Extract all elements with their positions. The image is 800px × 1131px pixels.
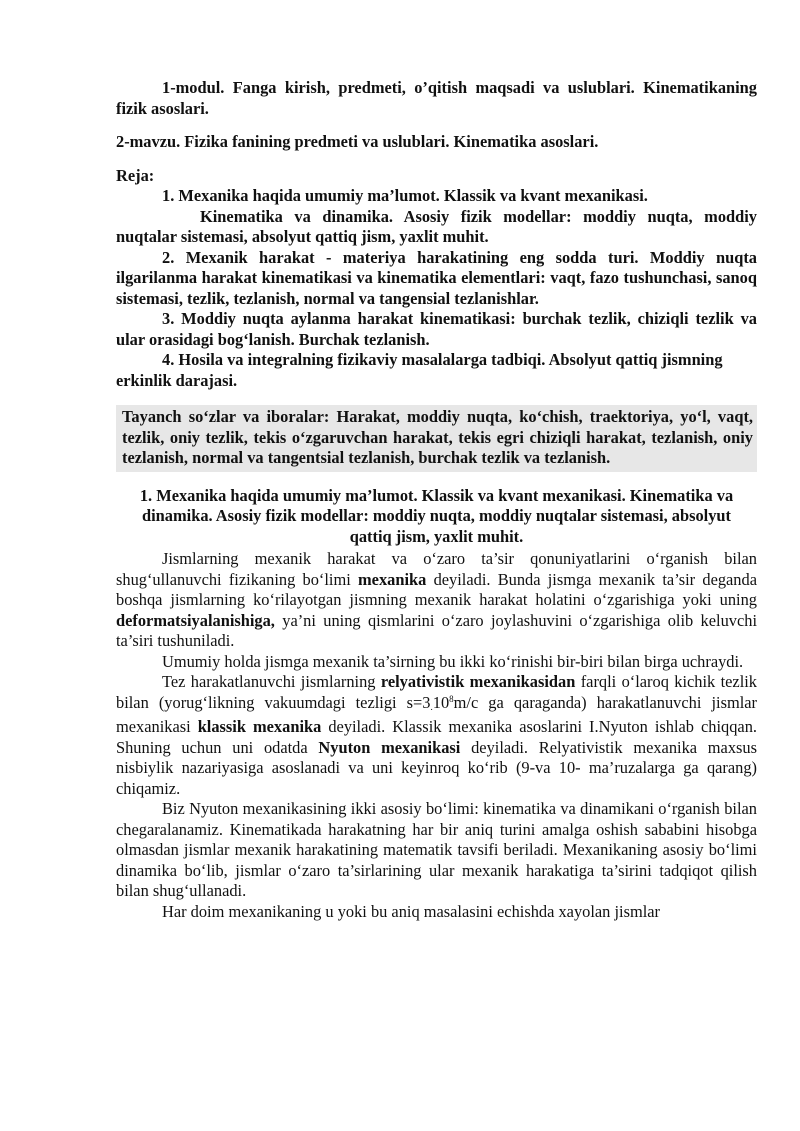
para1-text-c: deyiladi. Bunda jismga mexanik ta’sir deganda boshqa jismlarning ko‘rilayotgan jismning mexanik harakat holatini o‘zgarishiga yoki uning: [116, 569, 757, 609]
section-heading: 1. Mexanika haqida umumiy ma’lumot. Klassik va kvant mexanikasi. Kinematika va dinamika. Asosiy fizik modellar: moddiy nuqta, moddiy nuqtalar sistemasi, absolyut qattiq jism, yaxlit muhit.: [139, 485, 734, 546]
plan-item-1: 1. Mexanika haqida umumiy ma’lumot. Klassik va kvant mexanikasi.: [162, 186, 648, 205]
topic-title: 2-mavzu. Fizika fanining predmeti va uslublari. Kinematika asoslari.: [116, 132, 599, 151]
para3-exponent: 8: [449, 693, 454, 704]
para1-term-mexanika: mexanika: [358, 569, 427, 589]
paragraph-3: [116, 672, 757, 799]
para3-multiply-dot: .: [430, 701, 433, 712]
keywords-text: Tayanch so‘zlar va iboralar: Harakat, moddiy nuqta, ko‘chish, traektoriya, yo‘l, vaqt, tezlik, oniy tezlik, tekis o‘zgaruvchan harakat, tekis egri chiziqli harakat, tezlanish, oniy tezlanish, normal va tangentsial tezlanish, burchak tezlik va tezlanish.: [122, 407, 753, 467]
para3-text-i: deyiladi. Relyativistik mexanika maxsus nisbiylik nazariyasiga asoslanadi va uni keyinroq ko‘rib (9-va 10- ma’ruzalarga ga qarang) chiqamiz.: [116, 737, 757, 798]
para3-term-nyuton: Nyuton mexanikasi: [318, 737, 461, 757]
para3-text-a: Tez harakatlanuvchi jismlarning: [162, 672, 381, 691]
paragraph-2: Umumiy holda jismga mexanik ta’sirning bu ikki ko‘rinishi bir-biri bilan birga uchraydi.: [162, 651, 744, 671]
para3-text-e: m/c ga qaraganda) harakatlanuvchi jismlar mexanikasi: [116, 692, 757, 736]
para3-text-d: 10: [432, 692, 450, 712]
para1-term-deformatsiya: deformatsiyalanishiga,: [116, 610, 275, 630]
plan-item-3: 3. Moddiy nuqta aylanma harakat kinematikasi: burchak tezlik, chiziqli tezlik va ular orasidagi bog‘lanish. Burchak tezlanish.: [116, 309, 757, 349]
plan-item-1-sub: Kinematika va dinamika. Asosiy fizik modellar: moddiy nuqta, moddiy nuqtalar sistemasi, absolyut qattiq jism, yaxlit muhit.: [116, 206, 757, 246]
document-page: [116, 78, 757, 922]
para3-term-relyativistik: relyativistik mexanikasidan: [380, 672, 576, 691]
module-title: 1-modul. Fanga kirish, predmeti, o’qitish maqsadi va uslublari. Kinematikaning fizik asoslari.: [116, 78, 757, 118]
keywords-box: [116, 405, 757, 472]
para3-term-klassik: klassik mexanika: [197, 717, 322, 736]
plan-heading: Reja:: [116, 165, 155, 185]
paragraph-5: Har doim mexanikaning u yoki bu aniq masalasini echishda xayolan jismlar: [162, 901, 660, 921]
para3-text-g: deyiladi. Klassik mexanika asoslarini I.Nyuton ishlab chiqqan. Shuning uchun uni odatda: [116, 717, 757, 757]
plan-item-2: 2. Mexanik harakat - materiya harakatining eng sodda turi. Moddiy nuqta ilgarilanma harakat kinematikasi va kinematika elementlari: vaqt, fazo tushunchasi, sanoq sistemasi, tezlik, tezlanish, normal va tangensial tezlanishlar.: [116, 247, 757, 308]
para3-text-c: farqli o‘laroq kichik tezlik bilan (yorug‘likning vakuumdagi tezligi s=3: [116, 672, 757, 712]
paragraph-1: [116, 549, 757, 652]
plan-item-4: 4. Hosila va integralning fizikaviy masalalarga tadbiqi. Absolyut qattiq jismning erkinlik darajasi.: [116, 350, 723, 390]
para1-text-a: Jismlarning mexanik harakat va o‘zaro ta’sir qonuniyatlarini o‘rganish bilan shug‘ullanuvchi fizikaning bo‘limi: [116, 549, 757, 589]
paragraph-4: Biz Nyuton mexanikasining ikki asosiy bo‘limi: kinematika va dinamikani o‘rganish bilan chegaralanamiz. Kinematikada harakatning har bir aniq turini amalga oshish sababini hisobga olmasdan jismlar mexanik harakatining matematik tavsifi beriladi. Mexanikaning asosiy bo‘limi dinamika bo‘lib, jismlar o‘zaro ta’sirlarining ular mexanik harakatiga ta’sirini tadqiqot qilish bilan shug‘ullanadi.: [116, 799, 757, 900]
para1-text-e: ya’ni uning qismlarini o‘zaro joylashuvini o‘zgarishiga olib keluvchi ta’siri tushuniladi.: [116, 610, 757, 650]
